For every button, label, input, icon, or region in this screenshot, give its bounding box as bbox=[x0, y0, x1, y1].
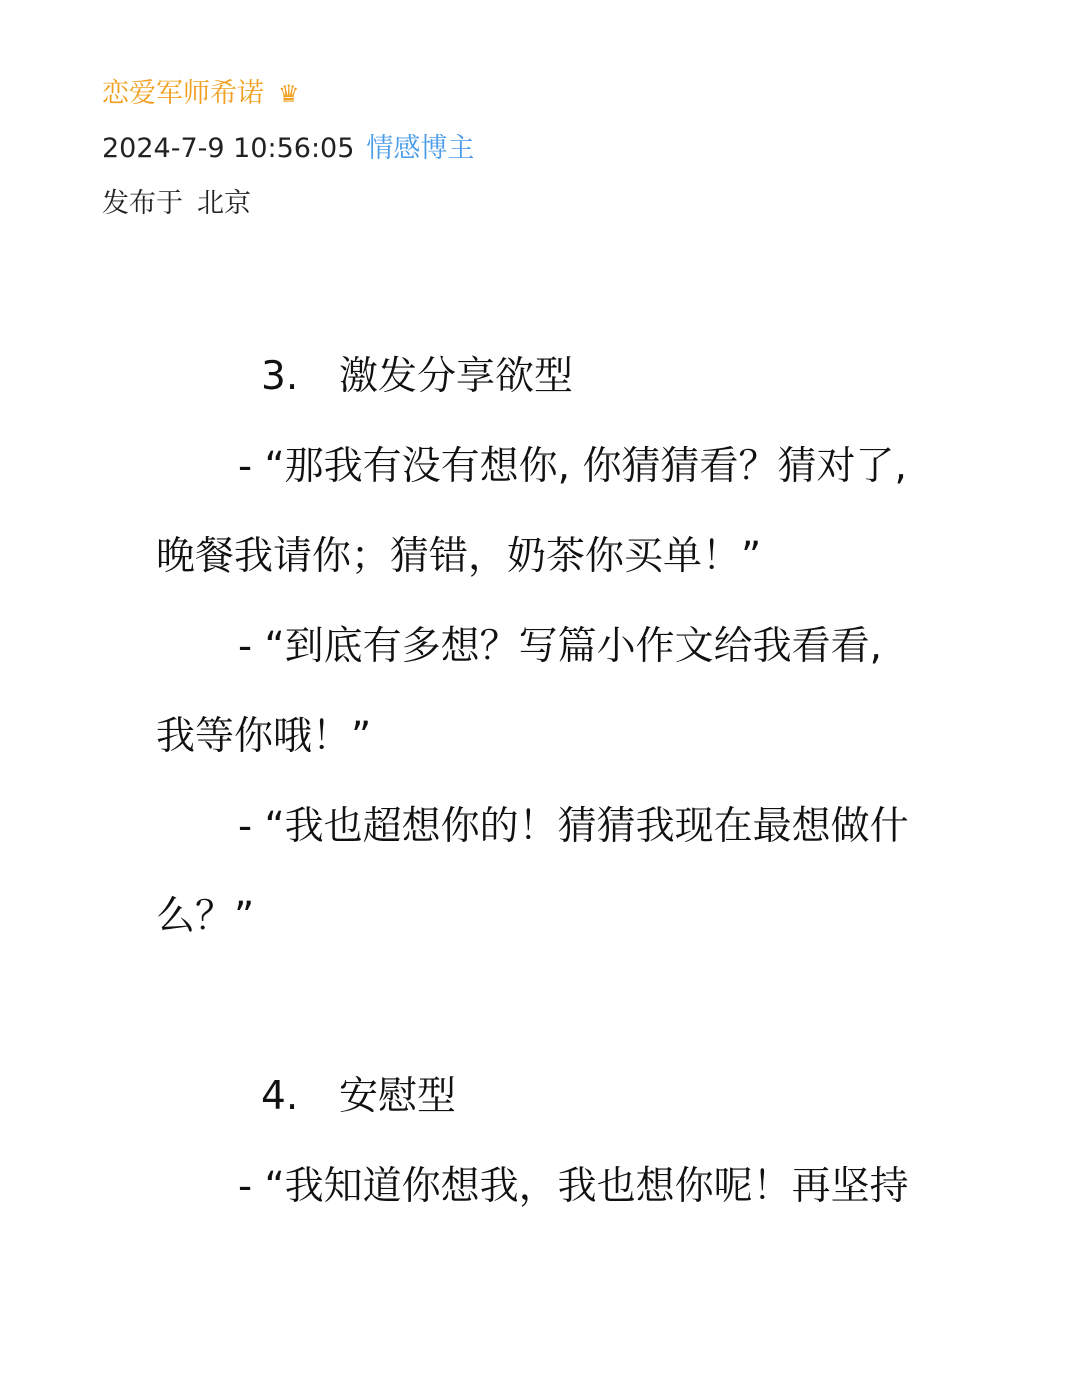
author-name[interactable] bbox=[102, 74, 300, 114]
crown-icon: ♛ bbox=[278, 80, 300, 108]
post-meta-row bbox=[102, 129, 474, 169]
text-line: - “我知道你想我，我也想你呢！再坚持 bbox=[238, 1164, 909, 1209]
section-heading bbox=[261, 353, 573, 401]
post-date: 2024-7-9 10:56:05 bbox=[102, 133, 355, 164]
post-location: 北京 bbox=[197, 188, 251, 219]
section-number: 4. bbox=[261, 1074, 299, 1119]
section-number: 3. bbox=[261, 354, 299, 399]
text-line: 晚餐我请你；猜错，奶茶你买单！” bbox=[156, 534, 762, 579]
author-name-text[interactable]: 恋爱军师希诺 bbox=[102, 78, 264, 109]
text-line: - “到底有多想？写篇小作文给我看看, bbox=[238, 624, 883, 669]
section-heading bbox=[261, 1073, 456, 1121]
section-title: 激发分享欲型 bbox=[339, 354, 574, 399]
text-line: - “那我有没有想你, 你猜猜看？猜对了, bbox=[238, 444, 907, 489]
author-tag[interactable]: 情感博主 bbox=[366, 133, 475, 164]
published-label: 发布于 bbox=[102, 188, 183, 219]
text-line: 么？” bbox=[156, 894, 255, 939]
text-line: - “我也超想你的！猜猜我现在最想做什 bbox=[238, 804, 909, 849]
section-title: 安慰型 bbox=[339, 1074, 457, 1119]
text-line: 我等你哦！” bbox=[156, 714, 372, 759]
post-location-row bbox=[102, 184, 251, 224]
